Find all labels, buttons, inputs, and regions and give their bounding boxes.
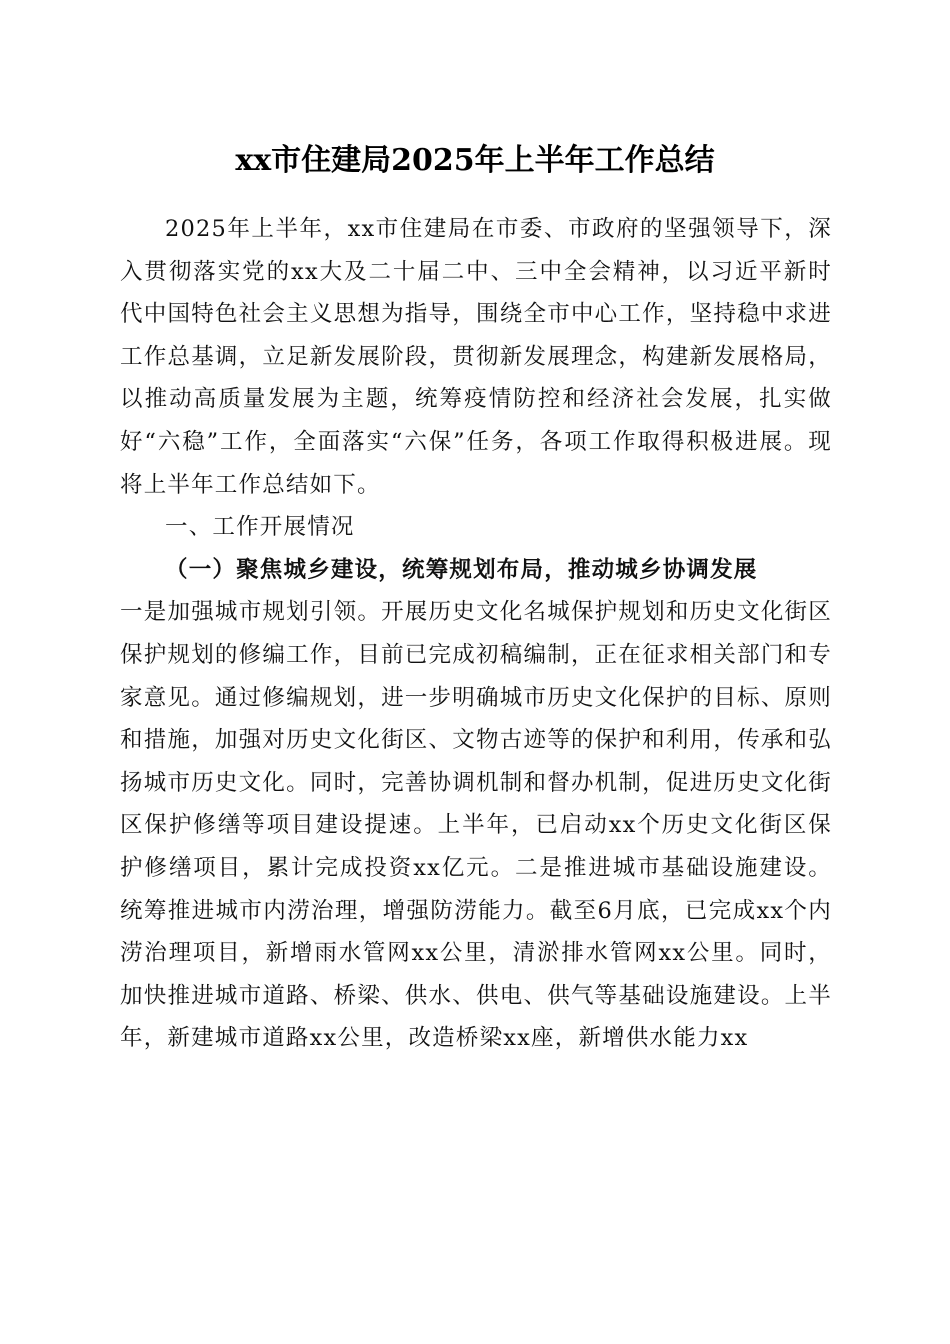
subsection-heading: （一）聚焦城乡建设，统筹规划布局，推动城乡协调发展 [165, 556, 758, 583]
section-heading: 一、工作开展情况 [165, 514, 355, 541]
intro-paragraph: 2025年上半年，xx市住建局在市委、市政府的坚强领导下，深入贯彻落实党的xx大及二十届二中、三中全会精神，以习近平新时代中国特色社会主义思想为指导，围绕全市中心工作，坚持稳中求进工作总基调，立足新发展阶段，贯彻新发展理念，构建新发展格局，以推动高质量发展为主题，统筹疫情防控和经济社会发展，扎实做好“六稳”工作，全面落实“六保”任务，各项工作取得积极进展。现将上半年工作总结如下。 [120, 216, 832, 498]
document-body [120, 208, 832, 1060]
document-title: xx市住建局2025年上半年工作总结 [235, 143, 715, 178]
body-paragraph: 一是加强城市规划引领。开展历史文化名城保护规划和历史文化街区保护规划的修编工作，目前已完成初稿编制，正在征求相关部门和专家意见。通过修编规划，进一步明确城市历史文化保护的目标、原则和措施，加强对历史文化街区、文物古迹等的保护和利用，传承和弘扬城市历史文化。同时，完善协调机制和督办机制，促进历史文化街区保护修缮等项目建设提速。上半年，已启动xx个历史文化街区保护修缮项目，累计完成投资xx亿元。二是推进城市基础设施建设。统筹推进城市内涝治理，增强防涝能力。截至6月底，已完成xx个内涝治理项目，新增雨水管网xx公里，清淤排水管网xx公里。同时，加快推进城市道路、桥梁、供水、供电、供气等基础设施建设。上半年，新建城市道路xx公里，改造桥梁xx座，新增供水能力xx [120, 599, 832, 1052]
